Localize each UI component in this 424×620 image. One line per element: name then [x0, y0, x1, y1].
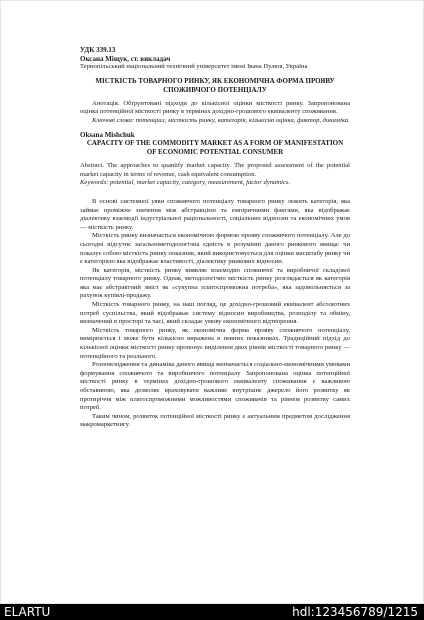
- repository-name: ELARTU: [4, 605, 51, 619]
- body-paragraph: В основі системної уяви споживчого потенціалу товарного ринку лежить категорія, яка займає проміжне значення між абстракцією та емпіричними фактами, яка відображає діалектику взаємодії індустріальної раціональності, соціальних відносин та економічних умов — місткість ринку.: [80, 197, 350, 231]
- abstract-ukrainian: Анотація. Обґрунтовані підходи до кількісної оцінки місткості ринку. Запропонована оцінка потенційної місткості ринку в термінах дохідно-грошового еквіваленту споживання.: [80, 99, 350, 116]
- author-english: Oksana Mishchuk: [80, 130, 135, 139]
- body-paragraph: Розповсюдження та динаміка даного явища визначається соціально-економічними умовами формування споживчого та виробничого потенціалу Запропонована оцінка потенційної місткості ринку в термінах дохідно-грошового еквіваленту споживання є важливою обставиною, яка дозволяє враховувати важливе внутрішнє джерело його розвитку як протиріччя між платоспроможними можливостями споживачів та рівнем розвитку самих потреб.: [80, 361, 350, 412]
- spacer: [80, 188, 350, 198]
- keywords-english: Keywords: potential, market capacity, category, measurement, factor dynamics.: [80, 179, 291, 187]
- body-paragraph: Місткість товарного ринку, на наш погляд, це дохідно-грошовий еквівалент абсолютних потреб суспільства, який відображає систему відносин виробництва, розподілу та обміну, визначений в просторі та часі, який складає умову економічного відтворення.: [80, 301, 350, 326]
- author-ukrainian: Оксана Міщук, ст. викладач: [80, 54, 171, 63]
- title-ukrainian: МІСТКІСТЬ ТОВАРНОГО РИНКУ, ЯК ЕКОНОМІЧНА ФОРМА ПРОЯВУ СПОЖИВЧОГО ПОТЕНЦІАЛУ: [95, 76, 335, 94]
- article-content: [80, 46, 350, 430]
- udc-code: УДК 339.13: [80, 46, 116, 54]
- body-paragraph: Місткість ринку визначається економічною формою прояву споживчого потенціалу. Але до сьогодні відсутнє загальнометодологічна єдність в розумінні даного ринкового явища: чи показує собою місткість ринку показник, який використовується для оцінки масштабу ринку чи є категорією яка відображає властивості, діалектику ринкових відносин.: [80, 232, 350, 266]
- title-english: CAPACITY OF THE COMMODITY MARKET AS A FORM OF MANIFESTATION OF ECONOMIC POTENTIAL CONSUMER: [86, 139, 344, 157]
- keywords-ukrainian: Ключові слова: потенціал, місткість ринку, категорія, кількісна оцінка, фактор, динаміка.: [92, 116, 350, 124]
- abstract-english: Abstract. The approaches to quantify market capacity. The proposed assessment of the potential market capacity in terms of revenue, cash equivalent consumption.: [80, 162, 350, 178]
- repository-footer-bar: [0, 604, 424, 620]
- body-paragraph: Місткість товарного ринку, як економічна форма прояву споживчого потенціалу, вимірюється і може бути кількісно виражена в певних показниках. Традиційний підхід до кількісної оцінки місткості ринку пропонує виділення двох рівнів місткості товарного ринку — потенційного та реального.: [80, 326, 350, 360]
- affiliation: Тернопільський національний технічний університет імені Івана Пулюя, Україна: [80, 63, 308, 71]
- body-paragraph: Таким чином, розвиток потенційної місткості ринку є актуальним предметом дослідження макромаркетингу.: [80, 412, 350, 429]
- body-paragraph: Як категорія, місткість ринку виявляє взаємодію споживчої та виробничої складової потенціалу товарного ринку. Однак, методологічно місткість ринку розглядається як категорія яка має абстрактний зміст як «сукупна платоспроможна потреба», яка задовольняється за рахунок купівлі-продажу.: [80, 266, 350, 300]
- handle-identifier[interactable]: hdl:123456789/1215: [292, 605, 418, 619]
